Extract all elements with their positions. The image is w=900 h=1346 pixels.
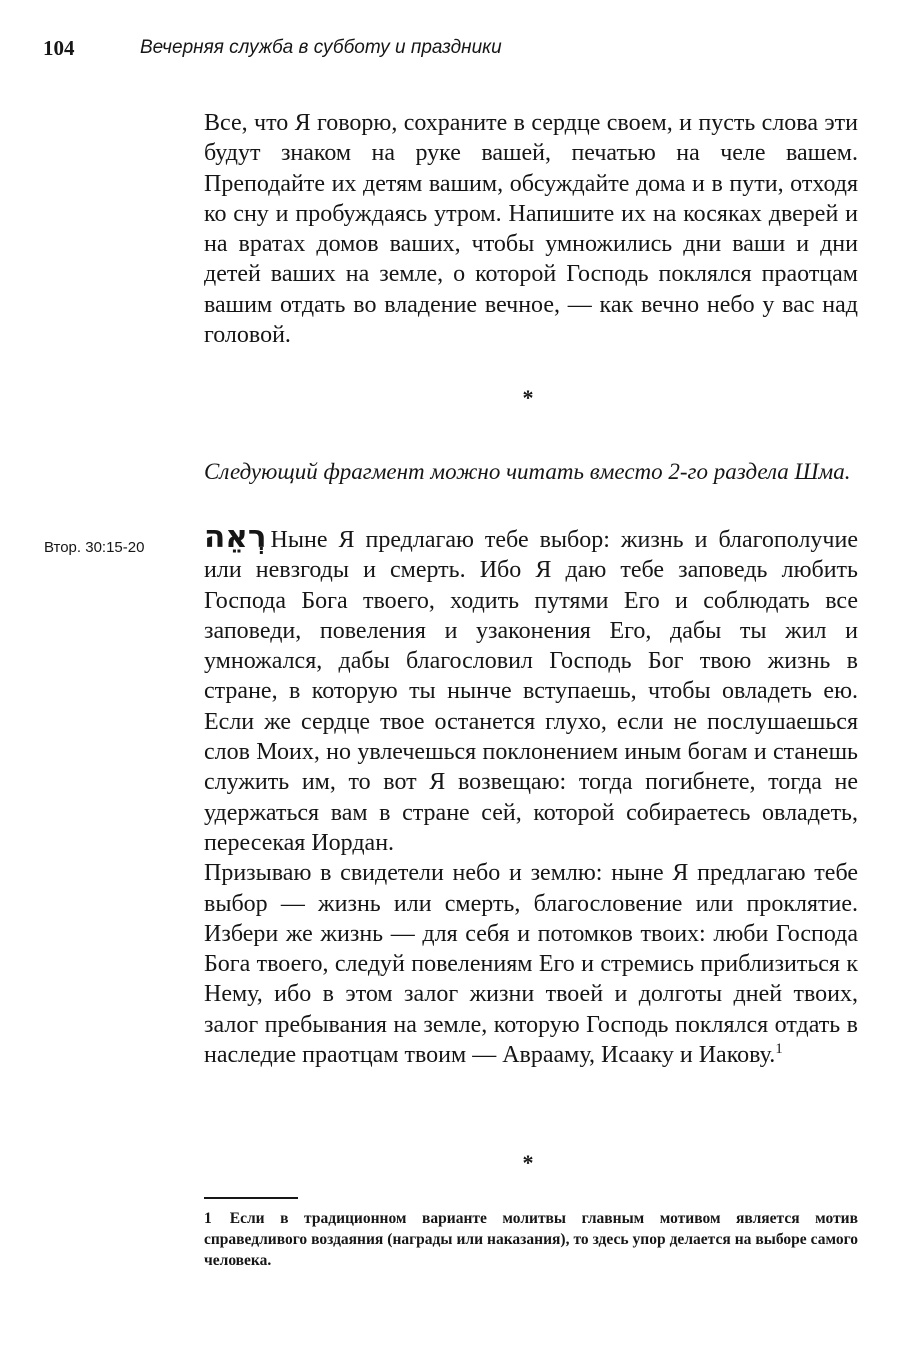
separator-star-2: * <box>522 1150 534 1175</box>
separator-star: * <box>522 385 534 410</box>
passage-deuteronomy-part-2 <box>204 858 858 1070</box>
passage-shema-body: Все, что Я говорю, сохраните в сердце своем, и пусть слова эти будут знаком на руке вашей, печатью на челе вашем. Преподайте их детям вашим, обсуждайте дома и в пути, отходя ко сну и пробуждаясь утром. Напишите их на косяках дверей и на вратах домов ваших, чтобы умножились дни ваши и дни детей ваших на земле, о которой Господь поклялся праотцам вашим отдать во владение вечное, — как вечно небо у вас над головой. <box>204 110 858 349</box>
hebrew-initial-word: רְאֵה <box>204 519 267 555</box>
passage-deuteronomy-part-1 <box>204 519 858 858</box>
instruction-note: Следующий фрагмент можно читать вместо 2-го раздела Шма. <box>204 459 851 484</box>
passage-text-2: Призываю в свидетели небо и землю: ныне Я предлагаю тебе выбор — жизнь или смерть, благословение или проклятие. Избери же жизнь — для себя и потомков твоих: люби Господа Бога твоего, следуй повелениям Его и стремись приблизиться к Нему, ибо в этом залог жизни твоей и долготы дней твоих, залог пребывания на земле, которую Господь поклялся отдать в наследие праотцам твоим — Аврааму, Исааку и Иакову. <box>204 860 858 1069</box>
footnote <box>204 1208 858 1271</box>
passage-text-1: Ныне Я предлагаю тебе выбор: жизнь и благополучие или невзгоды и смерть. Ибо Я даю тебе заповедь любить Господа Бога твоего, ходить путями Его и соблюдать все заповеди, повеления и узаконения Его, дабы ты жил и умножался, дабы благословил Господь Бог твою жизнь в стране, в которую ты нынче вступаешь, чтобы овладеть ею. Если же сердце твое останется глухо, если не послушаешься слов Моих, но увлечешься поклонением иным богам и станешь служить им, то вот Я возвещаю: тогда погибнете, тогда не удержаться вам в стране сей, которой собираетесь овладеть, пересекая Иордан. <box>204 527 858 856</box>
passage-deuteronomy <box>204 519 858 1070</box>
running-title: Вечерняя служба в субботу и праздники <box>140 37 502 58</box>
footnote-rule <box>204 1197 298 1199</box>
footnote-number: 1 <box>204 1210 212 1227</box>
footnote-text: Если в традиционном варианте молитвы главным мотивом является мотив справедливого воздаяния (награды или наказания), то здесь упор делается на выборе самого человека. <box>204 1210 858 1269</box>
footnote-reference: 1 <box>775 1041 783 1058</box>
page-number: 104 <box>43 36 75 60</box>
scripture-reference: Втор. 30:15-20 <box>44 539 145 556</box>
